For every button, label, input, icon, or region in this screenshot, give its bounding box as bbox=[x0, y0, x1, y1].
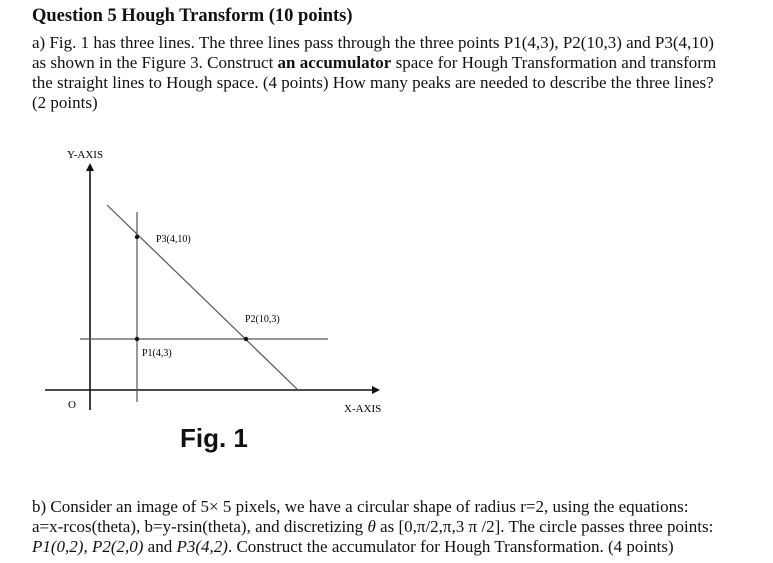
part-b-text bbox=[32, 497, 762, 557]
y-axis-label: Y-AXIS bbox=[67, 149, 104, 161]
and-text: and bbox=[143, 537, 177, 556]
part-a-line-4: (2 points) bbox=[32, 93, 98, 112]
origin-label: O bbox=[68, 399, 76, 411]
figure-caption: Fig. 1 bbox=[180, 423, 248, 453]
p2-label: P2(10,3) bbox=[245, 314, 280, 325]
point-p2-marker bbox=[244, 337, 248, 341]
theta-set: [0,π/2,π,3 π /2] bbox=[398, 517, 501, 536]
points-p1-p2: P1(0,2), P2(2,0) bbox=[32, 537, 144, 556]
accumulator-bold-text: an accumulator bbox=[277, 53, 392, 72]
part-b-line-2-start: a=x-rcos(theta), b=y-rsin(theta), and discretizing bbox=[32, 517, 368, 536]
point-p3-marker bbox=[135, 235, 139, 239]
part-a-line-2-start: as shown in the Figure 3. Construct bbox=[32, 53, 278, 72]
part-b-line-3-end: . Construct the accumulator for Hough Transformation. (4 points) bbox=[227, 537, 674, 556]
part-b-line-2 bbox=[32, 517, 762, 537]
part-a-line-3: the straight lines to Hough space. (4 points) How many peaks are needed to describe the three lines? bbox=[32, 73, 714, 92]
point-p1-marker bbox=[135, 337, 139, 341]
question-title: Question 5 Hough Transform (10 points) bbox=[32, 6, 353, 26]
part-b-line-2-mid: as bbox=[375, 517, 399, 536]
part-a-line-1: a) Fig. 1 has three lines. The three lines pass through the three points P1(4,3), P2(10,3) and P3(4,10) bbox=[32, 33, 714, 52]
part-b-line-2-end: . The circle passes three points: bbox=[500, 517, 714, 536]
part-b-line-3 bbox=[32, 537, 762, 557]
p3-label: P3(4,10) bbox=[156, 234, 191, 245]
part-a-line-2-end: space for Hough Transformation and transform bbox=[391, 53, 717, 72]
point-p3: P3(4,2) bbox=[176, 537, 228, 556]
diagonal-line bbox=[107, 205, 297, 389]
x-axis-label: X-AXIS bbox=[344, 403, 382, 415]
theta-symbol: θ bbox=[367, 517, 376, 536]
part-b-line-1: b) Consider an image of 5× 5 pixels, we have a circular shape of radius r=2, using the equations: bbox=[32, 497, 689, 516]
p1-label: P1(4,3) bbox=[142, 348, 172, 359]
